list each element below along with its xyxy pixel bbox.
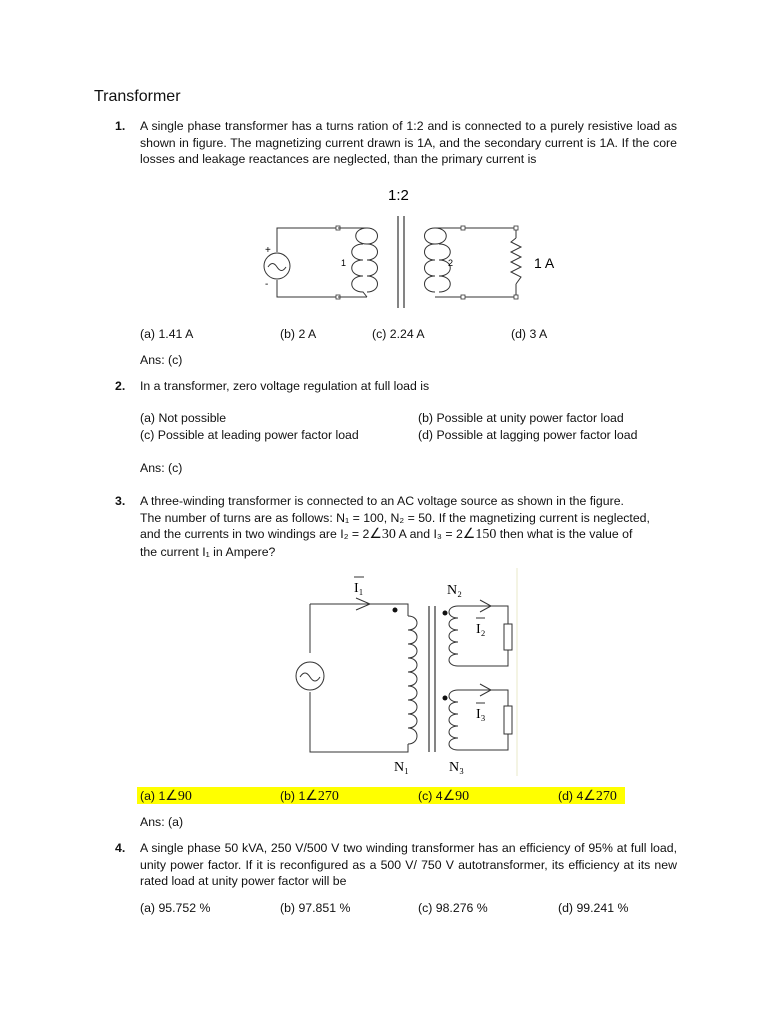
question-text: A single phase 50 kVA, 250 V/500 V two winding transformer has an efficiency of 95% at full load, unity power factor. If it is reconfigured as a 500 V/ 750 V autotransformer, its efficiency at its new rated load at unity power factor will be xyxy=(140,841,677,888)
turns-n1-label: N₁ xyxy=(394,760,409,775)
secondary-coil-n3-icon xyxy=(449,690,458,750)
angle-symbol: ∠ xyxy=(165,789,178,804)
angle-value: 30 xyxy=(381,527,396,542)
primary-coil-icon xyxy=(408,616,417,744)
question-text xyxy=(140,493,677,560)
winding-2-label: 2 xyxy=(448,258,454,268)
q3-option-d[interactable] xyxy=(558,788,617,805)
resistor-icon xyxy=(504,706,512,734)
option-angle: 90 xyxy=(177,789,192,804)
question-line xyxy=(140,526,677,544)
angle-symbol: ∠ xyxy=(305,789,318,804)
option-angle: 270 xyxy=(317,789,339,804)
q4-option-b[interactable]: (b) 97.851 % xyxy=(280,901,351,915)
winding-1-label: 1 xyxy=(341,258,347,268)
q2-option-b[interactable]: (b) Possible at unity power factor load xyxy=(418,411,624,425)
q3-option-a[interactable] xyxy=(140,788,192,805)
question-2 xyxy=(115,378,677,395)
turns-n2-label: N₂ xyxy=(447,583,462,598)
question-line: A three-winding transformer is connected to an AC voltage source as shown in the figure. xyxy=(140,494,624,508)
figure-three-winding-transformer xyxy=(288,566,528,781)
option-prefix: (b) 1 xyxy=(280,789,306,803)
figure-transformer-1-2 xyxy=(255,180,575,315)
polarity-dot xyxy=(393,608,398,613)
q4-option-c[interactable]: (c) 98.276 % xyxy=(418,901,488,915)
current-i1-label: I₁ xyxy=(354,581,364,596)
q4-option-d[interactable]: (d) 99.241 % xyxy=(558,901,629,915)
q1-option-a[interactable]: (a) 1.41 A xyxy=(140,327,194,341)
q3-option-c[interactable] xyxy=(418,788,469,805)
q1-answer: Ans: (c) xyxy=(140,353,183,367)
polarity-dot xyxy=(443,696,448,701)
q3-answer: Ans: (a) xyxy=(140,815,184,829)
option-prefix: (d) 4 xyxy=(558,789,584,803)
ac-source-icon xyxy=(264,253,290,279)
primary-coil-icon xyxy=(352,228,367,297)
resistor-icon xyxy=(504,624,512,650)
minus-sign: - xyxy=(265,279,269,290)
question-line: The number of turns are as follows: N₁ = 100, N₂ = 50. If the magnetizing current is neglected, xyxy=(140,510,650,525)
plus-sign: + xyxy=(265,245,271,256)
question-number: 3. xyxy=(115,494,126,508)
q2-option-d[interactable]: (d) Possible at lagging power factor load xyxy=(418,428,638,442)
question-line: the current I₁ in Ampere? xyxy=(140,544,276,559)
question-number: 4. xyxy=(115,841,126,855)
question-number: 2. xyxy=(115,379,126,393)
question-4 xyxy=(115,840,677,890)
current-i3-label: I₃ xyxy=(476,707,486,722)
angle-symbol: ∠ xyxy=(369,527,382,542)
question-1 xyxy=(115,118,677,168)
question-3 xyxy=(115,493,677,560)
q4-option-a[interactable]: (a) 95.752 % xyxy=(140,901,211,915)
turns-n3-label: N₃ xyxy=(449,760,464,775)
secondary-coil-icon xyxy=(425,228,436,292)
option-angle: 90 xyxy=(455,789,470,804)
answer-highlight xyxy=(137,787,625,804)
angle-symbol: ∠ xyxy=(462,527,476,542)
question-text: A single phase transformer has a turns ration of 1:2 and is connected to a purely resistive load as shown in figure. The magnetizing current drawn is 1A, and the secondary current is 1A. If the core losses and leakage reactances are neglected, than the primary current is xyxy=(140,119,677,166)
q1-option-b[interactable]: (b) 2 A xyxy=(280,327,317,341)
text-fragment: A and I₃ = 2 xyxy=(395,527,463,541)
q1-option-d[interactable]: (d) 3 A xyxy=(511,327,548,341)
text-fragment: then what is the value of xyxy=(496,527,633,541)
option-prefix: (a) 1 xyxy=(140,789,166,803)
current-i2-label: I₂ xyxy=(476,622,486,637)
q2-answer: Ans: (c) xyxy=(140,461,183,475)
q2-option-a[interactable]: (a) Not possible xyxy=(140,411,227,425)
q1-option-c[interactable]: (c) 2.24 A xyxy=(372,327,425,341)
q2-option-c[interactable]: (c) Possible at leading power factor load xyxy=(140,428,359,442)
angle-value: 150 xyxy=(475,527,497,542)
question-number: 1. xyxy=(115,119,126,133)
resistor-icon xyxy=(511,238,521,284)
angle-symbol: ∠ xyxy=(583,789,596,804)
page-title: Transformer xyxy=(94,88,181,105)
polarity-dot xyxy=(443,611,448,616)
secondary-coil-n2-icon xyxy=(449,606,458,666)
question-text: In a transformer, zero voltage regulation at full load is xyxy=(140,379,430,393)
option-prefix: (c) 4 xyxy=(418,789,443,803)
load-current-label: 1 A xyxy=(534,255,555,271)
turns-ratio-label: 1:2 xyxy=(388,187,409,204)
q3-option-b[interactable] xyxy=(280,788,339,805)
angle-symbol: ∠ xyxy=(442,789,456,804)
text-fragment: and the currents in two windings are I₂ = 2 xyxy=(140,527,370,541)
option-angle: 270 xyxy=(595,789,617,804)
